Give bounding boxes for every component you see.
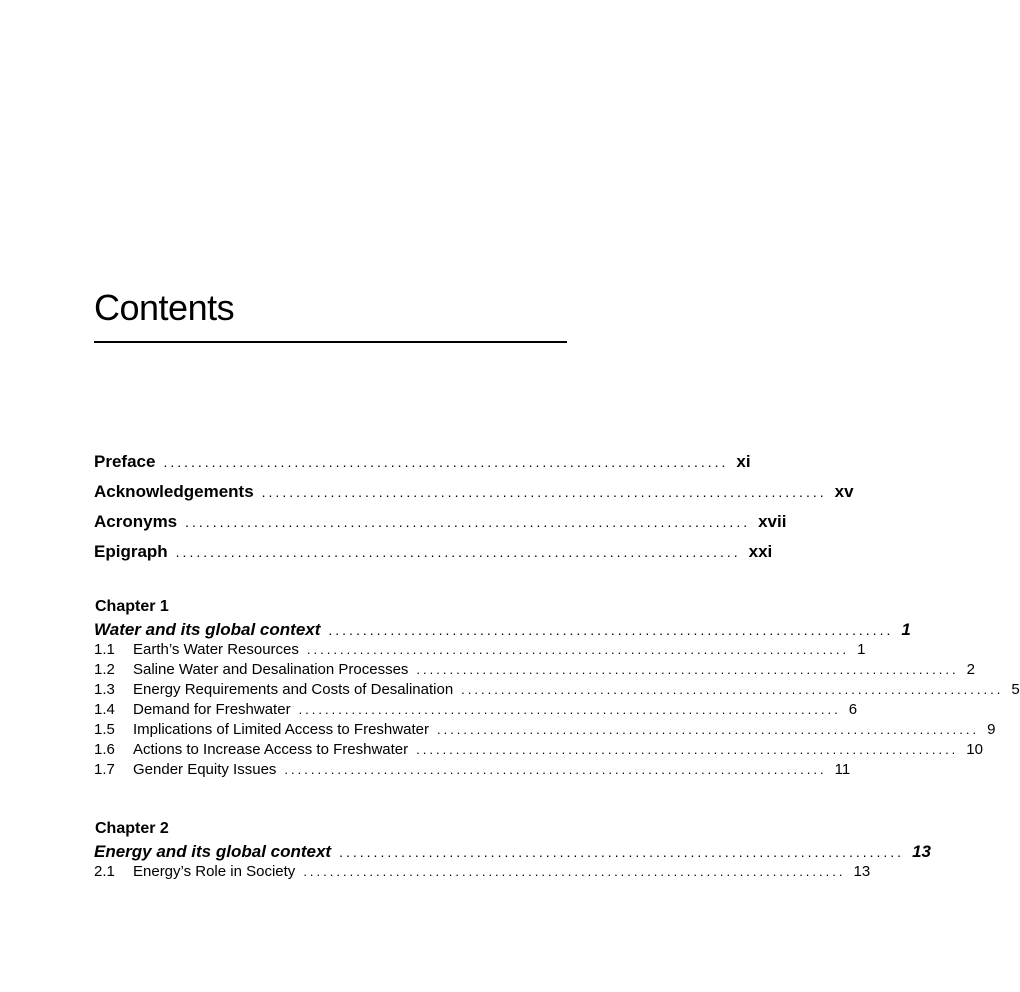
dot-leader: .................................................................................. (436, 722, 980, 737)
section-number: 1.7 (94, 761, 115, 778)
toc-entry-acronyms[interactable] (94, 512, 787, 532)
toc-entry-label: Acronyms (94, 512, 178, 531)
toc-entry-section[interactable] (94, 761, 851, 778)
toc-entry-label: Acknowledgements (94, 482, 254, 501)
dot-leader: .................................................................................. (416, 662, 959, 677)
toc-entry-page: 6 (848, 701, 858, 718)
toc-entry-acknowledgements[interactable] (94, 482, 854, 502)
toc-entry-section[interactable] (94, 661, 975, 678)
toc-entry-page: xvii (758, 512, 787, 531)
toc-entry-label: Preface (94, 452, 156, 471)
toc-entry-page: 11 (834, 761, 851, 778)
toc-entry-page: 13 (853, 863, 871, 880)
section-number: 1.1 (94, 641, 115, 658)
dot-leader: .................................................................................. (175, 544, 741, 560)
section-number: 2.1 (94, 863, 115, 880)
section-title: Energy’s Role in Society (133, 863, 296, 880)
section-title: Gender Equity Issues (133, 761, 277, 778)
dot-leader: .................................................................................. (284, 762, 827, 777)
toc-entry-page: 9 (987, 721, 996, 738)
toc-entry-chapter-1[interactable] (94, 620, 911, 640)
dot-leader: .................................................................................. (306, 642, 850, 657)
toc-entry-section[interactable] (94, 721, 996, 738)
toc-entry-page: xxi (748, 542, 773, 561)
chapter-title: Water and its global context (94, 620, 321, 639)
toc-entry-epigraph[interactable] (94, 542, 773, 562)
toc-entry-page: 1 (901, 620, 911, 639)
section-number: 1.6 (94, 741, 115, 758)
toc-entry-page: 10 (966, 741, 983, 758)
section-title: Actions to Increase Access to Freshwater (133, 741, 409, 758)
dot-leader: .................................................................................. (416, 742, 959, 757)
toc-entry-chapter-2[interactable] (94, 842, 931, 862)
dot-leader: .................................................................................. (328, 622, 894, 638)
toc-entry-page: xi (736, 452, 751, 471)
toc-entry-label: Epigraph (94, 542, 168, 561)
section-number: 1.5 (94, 721, 115, 738)
page-title: Contents (94, 287, 235, 328)
section-title: Demand for Freshwater (133, 701, 291, 718)
dot-leader: .................................................................................. (298, 702, 841, 717)
toc-entry-page: 5 (1011, 681, 1020, 698)
dot-leader: .................................................................................. (339, 844, 905, 860)
toc-entry-page: xv (834, 482, 854, 501)
toc-entry-page: 1 (857, 641, 866, 658)
chapter-title: Energy and its global context (94, 842, 332, 861)
dot-leader: .................................................................................. (303, 864, 846, 879)
section-title: Energy Requirements and Costs of Desalination (133, 681, 454, 698)
toc-entry-section[interactable] (94, 641, 866, 658)
dot-leader: .................................................................................. (461, 682, 1004, 697)
dot-leader: .................................................................................. (163, 454, 729, 470)
toc-entry-page: 2 (966, 661, 975, 678)
dot-leader: .................................................................................. (261, 484, 827, 500)
toc-entry-page: 13 (912, 842, 931, 861)
section-title: Earth’s Water Resources (133, 641, 299, 658)
toc-entry-preface[interactable] (94, 452, 751, 472)
dot-leader: .................................................................................. (185, 514, 751, 530)
title-rule (94, 341, 567, 343)
section-title: Implications of Limited Access to Freshwater (133, 721, 429, 738)
chapter-label: Chapter 1 (95, 598, 169, 615)
section-number: 1.2 (94, 661, 115, 678)
chapter-label: Chapter 2 (95, 820, 169, 837)
section-title: Saline Water and Desalination Processes (133, 661, 409, 678)
toc-entry-section[interactable] (94, 701, 858, 718)
toc-entry-section[interactable] (94, 863, 871, 880)
section-number: 1.4 (94, 701, 115, 718)
section-number: 1.3 (94, 681, 115, 698)
toc-entry-section[interactable] (94, 681, 1020, 698)
toc-entry-section[interactable] (94, 741, 983, 758)
